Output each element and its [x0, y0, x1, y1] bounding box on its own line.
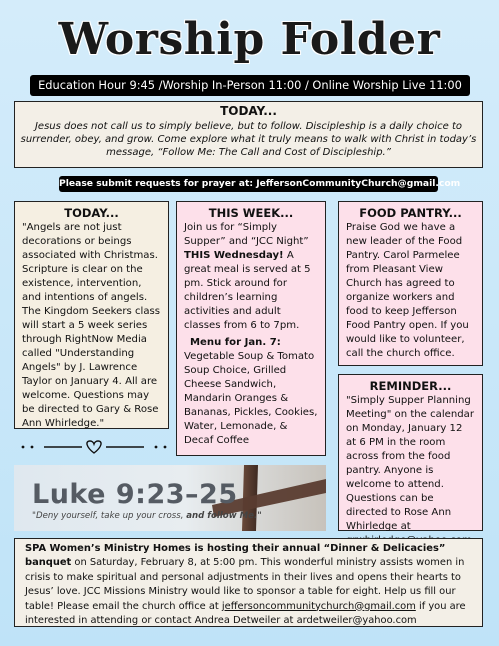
this-week-box — [176, 201, 326, 456]
heart-divider-icon — [20, 437, 168, 457]
today-message-heading: TODAY... — [220, 104, 277, 118]
scripture-banner — [14, 465, 326, 531]
this-week-text — [184, 221, 318, 333]
this-week-intro: Join us for “Simply Supper” and “JCC Night” — [184, 222, 309, 247]
announcement-text-1: on Saturday, February 8, at 5:00 pm. This wonderful ministry assists women in crisis to make spiritual and personal adjustments in their lives and opens their hearts to Jesus’ love. JCC Missions Ministry would like to sponsor a table for eight. Help us fill our table! Please email the church office at — [25, 557, 465, 612]
menu-text: Vegetable Soup & Tomato Soup Choice, Grilled Cheese Sandwich, Mandarin Oranges & Bananas, Pickles, Cookies, Water, Lemonade, & Decaf Coffee — [184, 351, 318, 446]
announcement-text-2: if you are interested in attending or contact Andrea Detweiler at ardetweiler@yahoo.com — [25, 600, 466, 627]
announcement-bold: SPA Women’s Ministry Homes is hosting their annual “Dinner & Delicacies” banquet — [25, 543, 446, 569]
reminder-text: "Simply Supper Planning Meeting" on the calendar on Monday, January 12 at 6 PM in the room across from the food pantry. Anyone is welcome to attend. Questions can be directed to Rose Ann Whirledge at — [346, 395, 474, 532]
scripture-quote: "Deny yourself, take up your cross, and follow Me." — [32, 511, 262, 521]
this-week-rest: A great meal is served at 5 pm. Stick around for children’s learning activities and adult classes from 6 to 7pm. — [184, 250, 311, 331]
this-week-heading: THIS WEEK... — [208, 206, 294, 220]
schedule-banner: Education Hour 9:45 /Worship In-Person 11:00 / Online Worship Live 11:00 — [30, 75, 470, 96]
today-message-text: Jesus does not call us to simply believe, but to follow. Discipleship is a daily choice to surrender, obey, and grow. Come explore what it truly means to walk with Christ in today’s message, “Follow Me: The Call and Cost of Discipleship.” — [20, 121, 477, 158]
reminder-heading: REMINDER... — [369, 379, 452, 393]
prayer-request-banner: Please submit requests for prayer at: JeffersonCommunityChurch@gmail.com — [59, 176, 438, 192]
womens-ministry-announcement — [14, 538, 483, 627]
menu-heading: Menu for Jan. 7: — [190, 337, 281, 348]
this-week-bold: THIS Wednesday! — [184, 250, 284, 261]
today-box-heading: TODAY... — [64, 206, 119, 220]
food-pantry-text: Praise God we have a new leader of the Food Pantry. Carol Parmelee from Pleasant View Church has agreed to organize workers and food to keep Jefferson Food Pantry open. If you would like to volunteer, call the church office. — [346, 222, 469, 359]
today-box-text: "Angels are not just decorations or beings associated with Christmas. Scripture is clear on the existence, intervention, and intentions of angels. The Kingdom Seekers class will start a 5 week series through RightNow Media called "Understanding Angels" by J. Lawrence Taylor on January 4. All are welcome. Questions may be directed to Gary & Rose Ann Whirledge." — [22, 222, 161, 429]
today-message-box — [14, 101, 483, 168]
food-pantry-box — [338, 201, 483, 366]
scripture-reference: Luke 9:23–25 — [32, 479, 238, 510]
today-angels-box — [14, 201, 169, 429]
church-email-link[interactable]: jeffersoncommunitychurch@gmail.com — [221, 600, 416, 612]
reminder-box — [338, 374, 483, 531]
page-title: Worship Folder — [58, 14, 441, 65]
food-pantry-heading: FOOD PANTRY... — [359, 206, 462, 220]
